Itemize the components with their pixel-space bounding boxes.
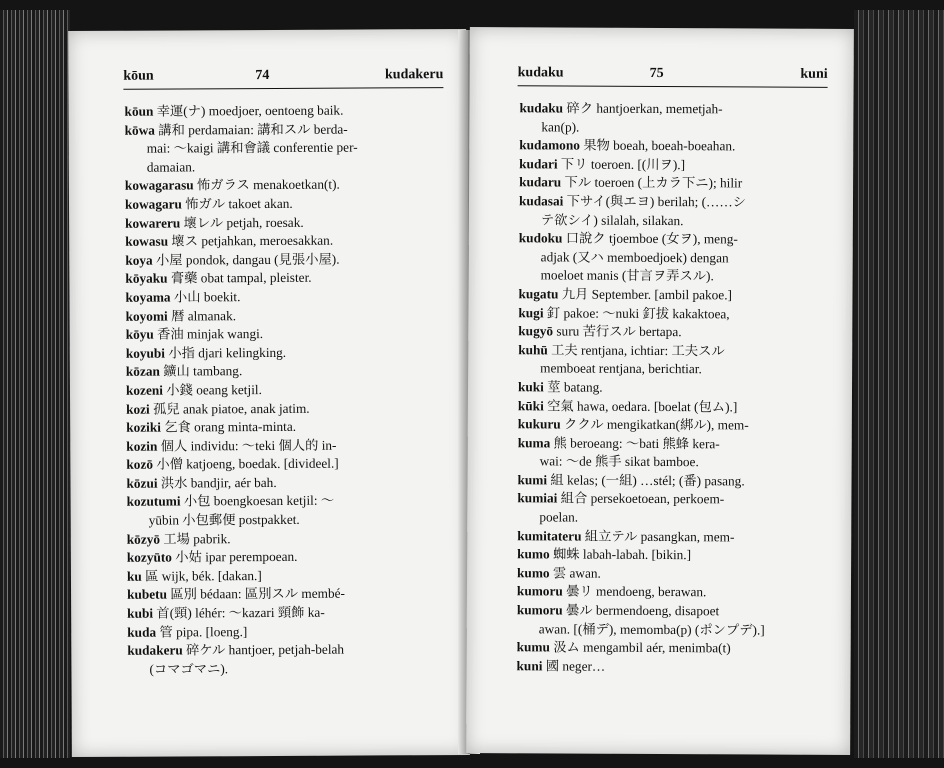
definition: 首(頸) léhér: ～kazari 頸飾 ka- bbox=[156, 604, 325, 621]
dictionary-entry bbox=[127, 640, 445, 660]
entry-continuation bbox=[125, 138, 443, 158]
definition: 雲 awan. bbox=[552, 565, 601, 581]
definition: 洪水 bandjir, aér bah. bbox=[160, 474, 277, 491]
headword: kōyu bbox=[125, 326, 154, 342]
headword: kōyaku bbox=[125, 270, 168, 287]
dictionary-entry bbox=[518, 415, 824, 435]
headword: kōzan bbox=[125, 363, 160, 380]
headword: kumiai bbox=[517, 490, 558, 506]
definition: kan(p). bbox=[541, 118, 580, 135]
headword: koyama bbox=[125, 289, 171, 305]
headword: kuma bbox=[517, 434, 551, 451]
definition: 小僧 katjoeng, boedak. [divideel.] bbox=[156, 455, 339, 472]
entry-continuation bbox=[517, 508, 823, 528]
dictionary-entry bbox=[125, 213, 443, 233]
headword: kumoru bbox=[516, 602, 563, 618]
entry-continuation bbox=[127, 510, 445, 530]
dictionary-entry bbox=[125, 120, 443, 140]
definition: 管 pipa. [loeng.] bbox=[159, 623, 248, 640]
definition: 區別 bédaan: 區別スル membé- bbox=[170, 586, 346, 602]
headword: kudakeru bbox=[127, 642, 183, 658]
headword: kozi bbox=[126, 401, 150, 417]
headword: kozin bbox=[126, 438, 158, 454]
dictionary-entry bbox=[127, 603, 445, 623]
definition: 組 kelas; (一組) …stél; (番) pasang. bbox=[550, 472, 745, 489]
dictionary-entry bbox=[517, 471, 823, 491]
headword: kudoku bbox=[518, 230, 563, 246]
definition: 膏藥 obat tampal, pleister. bbox=[170, 270, 312, 286]
headword: kumo bbox=[517, 546, 550, 562]
dictionary-entry bbox=[517, 583, 823, 603]
definition: 香油 minjak wangi. bbox=[157, 326, 264, 342]
dictionary-entry bbox=[126, 306, 444, 326]
headword: kūki bbox=[517, 397, 544, 413]
headword: kowagarasu bbox=[124, 177, 194, 194]
definition: 釘 pakoe: ～nuki 釘拔 kakaktoea, bbox=[546, 304, 730, 321]
definition: awan. [(桶デ), memomba(p) (ポンプデ).] bbox=[538, 620, 765, 638]
definition: 下サイ(與エヨ) berilah; (……シ bbox=[566, 193, 747, 210]
definition: 怖ガル takoet akan. bbox=[185, 195, 293, 212]
headword: kuki bbox=[517, 379, 544, 395]
definition: ククル mengikatkan(綁ル), mem- bbox=[564, 416, 749, 433]
definition: テ欲シイ) silalah, silakan. bbox=[540, 211, 684, 228]
headword: kowasu bbox=[125, 233, 169, 249]
definition: mai: ～kaigi 講和會議 conferentie per- bbox=[146, 139, 358, 156]
dictionary-entry bbox=[125, 231, 443, 251]
dictionary-entry bbox=[517, 657, 823, 677]
headword: kuhū bbox=[518, 341, 548, 358]
definition: 工夫 rentjana, ichtiar: 工夫スル bbox=[551, 342, 725, 359]
right-page-header bbox=[518, 65, 828, 89]
headword: kumo bbox=[517, 565, 550, 581]
dictionary-entry bbox=[126, 436, 444, 456]
definition: poelan. bbox=[539, 509, 579, 525]
dictionary-entry bbox=[127, 492, 445, 512]
dictionary-entry bbox=[517, 564, 823, 584]
definition: 汲ム mengambil aér, menimba(t) bbox=[553, 639, 731, 656]
definition: 小姑 ipar perempoean. bbox=[175, 549, 298, 565]
dictionary-entry bbox=[518, 285, 824, 305]
left-guide-word-end: kudakeru bbox=[384, 67, 444, 83]
definition: 小屋 pondok, dangau (見張小屋). bbox=[155, 251, 340, 268]
dictionary-entry bbox=[125, 268, 443, 288]
entry-continuation bbox=[517, 620, 823, 640]
entry-continuation bbox=[519, 248, 825, 268]
headword: kudamono bbox=[519, 137, 580, 153]
dictionary-entry bbox=[518, 378, 824, 398]
definition: memboeat rentjana, berichtiar. bbox=[540, 360, 702, 377]
dictionary-entry bbox=[519, 192, 825, 212]
headword: kugatu bbox=[518, 286, 559, 302]
dictionary-entry bbox=[126, 324, 444, 344]
dictionary-entry bbox=[127, 622, 445, 642]
headword: kumitateru bbox=[517, 527, 582, 544]
definition: 孤兒 anak piatoe, anak jatim. bbox=[153, 400, 310, 417]
headword: kōzyō bbox=[126, 531, 161, 547]
dictionary-entry bbox=[126, 361, 444, 381]
headword: ku bbox=[126, 568, 142, 584]
left-guide-word: kōun bbox=[123, 68, 154, 84]
right-page-edges bbox=[854, 10, 944, 758]
headword: kubetu bbox=[127, 586, 168, 603]
definition: 怖ガラス menakoetkan(t). bbox=[196, 177, 340, 193]
definition: 幸運(ナ) moedjoer, oentoeng baik. bbox=[156, 102, 344, 119]
definition: 工場 pabrik. bbox=[163, 530, 231, 547]
left-entries bbox=[124, 101, 445, 679]
definition: 小包 boengkoesan ketjil: ～ bbox=[183, 493, 335, 509]
definition: moeloet manis (甘言ヲ弄スル). bbox=[540, 267, 714, 284]
dictionary-entry bbox=[126, 454, 444, 474]
definition: suru 苦行スル bertapa. bbox=[556, 323, 682, 340]
definition: 國 neger… bbox=[545, 658, 606, 674]
definition: 曇ル bermendoeng, disapoet bbox=[565, 602, 720, 619]
headword: kowagaru bbox=[124, 196, 182, 212]
dictionary-entry bbox=[517, 527, 823, 547]
dictionary-entry bbox=[125, 194, 443, 214]
dictionary-entry bbox=[517, 638, 823, 658]
headword: kudaku bbox=[519, 100, 564, 116]
headword: koya bbox=[125, 252, 153, 268]
headword: kumu bbox=[516, 639, 550, 655]
header-rule bbox=[518, 85, 828, 88]
definition: 壞レル petjah, roesak. bbox=[183, 214, 304, 231]
left-page bbox=[68, 29, 470, 757]
definition: 區 wijk, bék. [dakan.] bbox=[145, 567, 262, 584]
headword: kudasai bbox=[518, 193, 564, 209]
dictionary-entry bbox=[518, 304, 824, 324]
definition: 下リ toeroen. [(川ヲ).] bbox=[560, 156, 686, 172]
dictionary-entry bbox=[519, 136, 825, 156]
entry-continuation bbox=[518, 360, 824, 380]
headword: kozutumi bbox=[126, 493, 181, 510]
dictionary-entry bbox=[126, 473, 444, 493]
dictionary-entry bbox=[519, 229, 825, 249]
headword: koyomi bbox=[125, 308, 168, 324]
entry-continuation bbox=[127, 659, 445, 679]
right-page bbox=[466, 27, 854, 755]
headword: koyubi bbox=[125, 345, 166, 361]
left-page-header bbox=[123, 67, 443, 91]
definition: (コマゴマニ). bbox=[149, 661, 229, 677]
headword: kozeni bbox=[125, 382, 163, 398]
definition: damaian. bbox=[146, 159, 196, 175]
entry-continuation bbox=[125, 157, 443, 177]
dictionary-entry bbox=[519, 174, 825, 194]
dictionary-entry bbox=[518, 434, 824, 454]
definition: 暦 almanak. bbox=[171, 307, 237, 324]
definition: 個人 individu: ～teki 個人的 in- bbox=[160, 437, 337, 454]
dictionary-entry bbox=[127, 585, 445, 605]
headword: kukuru bbox=[517, 416, 561, 432]
headword: kōwa bbox=[124, 122, 155, 138]
entry-continuation bbox=[519, 118, 825, 138]
dictionary-entry bbox=[127, 529, 445, 549]
dictionary-entry bbox=[126, 380, 444, 400]
dictionary-entry bbox=[126, 343, 444, 363]
definition: 講和 perdamaian: 講和スル berda- bbox=[158, 121, 348, 138]
dictionary-entry bbox=[518, 341, 824, 361]
dictionary-entry bbox=[519, 155, 825, 175]
entry-continuation bbox=[519, 267, 825, 287]
right-entries bbox=[517, 99, 826, 677]
dictionary-entry bbox=[125, 175, 443, 195]
headword: kowareru bbox=[125, 215, 181, 231]
headword: koziki bbox=[126, 419, 161, 435]
definition: 空氣 hawa, oedara. [boelat (包ム).] bbox=[547, 397, 738, 414]
dictionary-entry bbox=[519, 99, 825, 119]
definition: 組合 persekoetoean, perkoem- bbox=[560, 490, 725, 507]
definition: 乞食 orang minta-minta. bbox=[164, 418, 297, 435]
definition: 鑛山 tambang. bbox=[163, 363, 243, 379]
definition: 蜘蛛 labah-labah. [bikin.] bbox=[552, 546, 692, 563]
dictionary-entry bbox=[518, 322, 824, 342]
dictionary-entry bbox=[124, 101, 442, 121]
definition: 小山 boekit. bbox=[173, 289, 241, 305]
dictionary-entry bbox=[517, 490, 823, 510]
definition: 組立テル pasangkan, mem- bbox=[584, 528, 735, 545]
header-rule bbox=[123, 87, 443, 90]
definition: 莖 batang. bbox=[547, 379, 603, 395]
right-guide-word: kudaku bbox=[517, 65, 564, 81]
headword: kuni bbox=[516, 658, 543, 674]
headword: kōun bbox=[124, 103, 154, 119]
definition: 熊 beroeang: ～bati 熊蜂 kera- bbox=[553, 435, 720, 452]
headword: kudari bbox=[519, 156, 558, 172]
headword: kozyūto bbox=[126, 549, 172, 565]
dictionary-entry bbox=[126, 417, 444, 437]
definition: 小錢 oeang ketjil. bbox=[166, 381, 262, 398]
dictionary-entry bbox=[517, 546, 823, 566]
dictionary-entry bbox=[518, 397, 824, 417]
headword: kozō bbox=[126, 456, 154, 473]
definition: adjak (又ハ memboedjoek) dengan bbox=[540, 249, 729, 266]
definition: 下ル toeroen (上カラ下ニ); hilir bbox=[564, 174, 743, 191]
headword: kugi bbox=[518, 304, 544, 320]
definition: 曇リ mendoeng, berawan. bbox=[566, 583, 707, 600]
left-page-edges bbox=[0, 10, 70, 758]
dictionary-entry bbox=[125, 287, 443, 307]
headword: kugyō bbox=[518, 323, 554, 339]
headword: kumi bbox=[517, 472, 548, 488]
definition: 碎ケル hantjoer, petjah-belah bbox=[186, 641, 345, 658]
headword: kōzui bbox=[126, 475, 158, 491]
definition: 口說ク tjoemboe (女ヲ), meng- bbox=[565, 230, 738, 247]
entry-continuation bbox=[519, 211, 825, 231]
headword: kudaru bbox=[519, 174, 562, 190]
headword: kubi bbox=[127, 605, 154, 621]
definition: wai: ～de 熊手 sikat bamboe. bbox=[539, 453, 699, 470]
headword: kumoru bbox=[516, 583, 563, 599]
entry-continuation bbox=[518, 453, 824, 473]
right-page-number: 75 bbox=[649, 65, 664, 82]
definition: 壞ス petjahkan, meroesakkan. bbox=[171, 232, 334, 249]
right-guide-word-end: kuni bbox=[800, 66, 828, 82]
definition: 碎ク hantjoerkan, memetjah- bbox=[566, 100, 723, 117]
definition: yūbin 小包郵便 postpakket. bbox=[148, 511, 300, 528]
dictionary-entry bbox=[126, 399, 444, 419]
definition: 小指 djari kelingking. bbox=[168, 344, 287, 361]
dictionary-entry bbox=[127, 566, 445, 586]
left-page-number: 74 bbox=[255, 67, 270, 84]
dictionary-entry bbox=[517, 601, 823, 621]
headword: kuda bbox=[127, 624, 157, 640]
dictionary-entry bbox=[125, 250, 443, 270]
dictionary-entry bbox=[127, 547, 445, 567]
definition: 果物 boeah, boeah-boeahan. bbox=[583, 137, 736, 154]
definition: 九月 September. [ambil pakoe.] bbox=[561, 286, 733, 303]
